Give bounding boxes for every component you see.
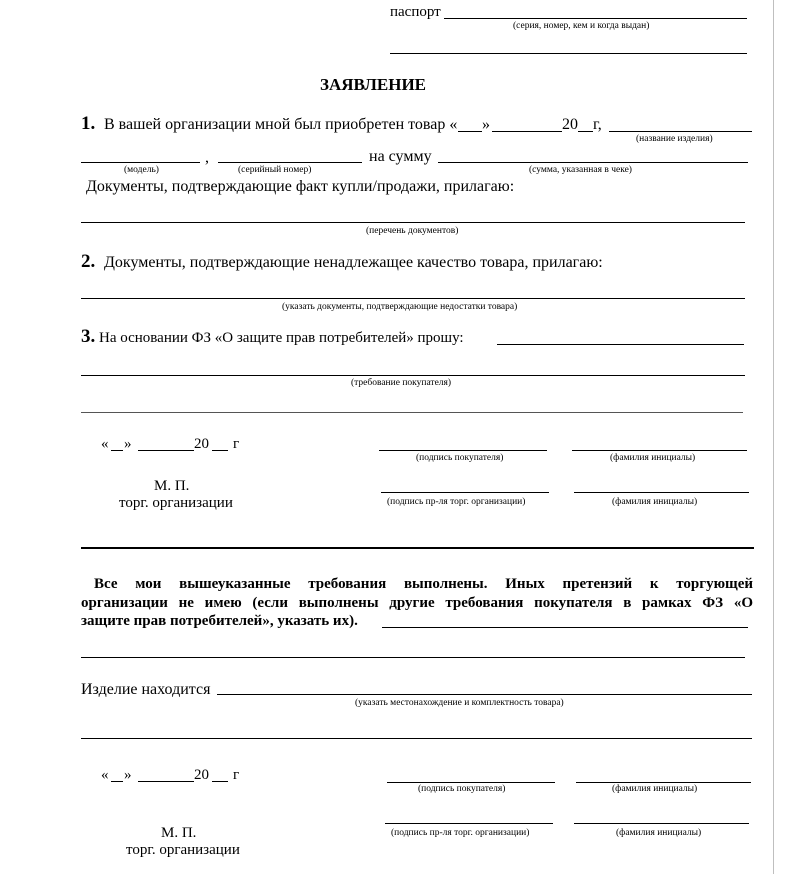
sign2-initials-line-2[interactable] (574, 823, 749, 824)
sign1-org: торг. организации (119, 495, 233, 511)
completion-text-line2: организации не имею (если выполнены другие требования покупателя в рамках ФЗ «О (81, 595, 753, 611)
sign1-mp: М. П. (154, 478, 190, 494)
caption-sum: (сумма, указанная в чеке) (529, 165, 632, 175)
sign2-month-line[interactable] (138, 781, 194, 782)
document-title: ЗАЯВЛЕНИЕ (320, 75, 427, 94)
section1-text-c: 20 (562, 116, 578, 133)
page-edge (773, 0, 774, 874)
caption-docs-list: (перечень документов) (366, 226, 459, 236)
sign2-caption-initials: (фамилия инициалы) (612, 784, 698, 794)
sign1-caption-initials2: (фамилия инициалы) (612, 497, 698, 507)
model-line[interactable] (81, 162, 200, 163)
purchase-day-line[interactable] (458, 131, 482, 132)
caption-serial: (серийный номер) (238, 165, 312, 175)
section3-number: 3. (81, 326, 96, 347)
purchase-year-line[interactable] (578, 131, 593, 132)
caption-model: (модель) (124, 165, 159, 175)
sign2-caption-org-sign: (подпись пр-ля торг. организации) (391, 828, 530, 838)
product-name-line[interactable] (609, 131, 752, 132)
sign2-year-line[interactable] (212, 781, 228, 782)
defect-docs-line[interactable] (81, 298, 745, 299)
other-demands-line[interactable] (382, 627, 748, 628)
caption-product-name: (название изделия) (636, 134, 713, 144)
caption-defect-docs: (указать документы, подтверждающие недостатки товара) (282, 302, 518, 312)
sign1-caption-initials: (фамилия инициалы) (610, 453, 696, 463)
section1-text-b: » (482, 116, 490, 133)
sign2-quote-close: » (124, 767, 132, 783)
section-divider (81, 547, 754, 549)
sign1-quote-open: « (101, 436, 109, 452)
sign2-org: торг. организации (126, 842, 240, 858)
caption-location: (указать местонахождение и комплектность товара) (355, 698, 564, 708)
sign1-initials-line[interactable] (572, 450, 747, 451)
sum-line[interactable] (438, 162, 748, 163)
passport-line-2[interactable] (390, 53, 747, 54)
section1-number: 1. (81, 113, 96, 134)
other-demands-line-2[interactable] (81, 657, 745, 658)
sign1-org-signature-line[interactable] (381, 492, 549, 493)
sign1-month-line[interactable] (138, 450, 194, 451)
section2-text: Документы, подтверждающие ненадлежащее качество товара, прилагаю: (104, 254, 603, 271)
passport-caption: (серия, номер, кем и когда выдан) (513, 21, 650, 31)
comma: , (205, 149, 209, 166)
sign2-caption-initials2: (фамилия инициалы) (616, 828, 702, 838)
sign2-year: 20 (194, 767, 209, 783)
caption-demand: (требование покупателя) (351, 378, 452, 388)
sign2-caption-buyer: (подпись покупателя) (418, 784, 506, 794)
sign1-caption-org-sign: (подпись пр-ля торг. организации) (387, 497, 526, 507)
demand-line[interactable] (497, 344, 744, 345)
sign2-mp: М. П. (161, 825, 197, 841)
passport-label: паспорт (390, 4, 441, 20)
completion-text-line3: защите прав потребителей», указать их). (81, 613, 358, 629)
section1-text-d: г, (593, 116, 602, 133)
sign2-quote-open: « (101, 767, 109, 783)
sign2-day-line[interactable] (111, 781, 123, 782)
section2-number: 2. (81, 251, 96, 272)
demand-line-2[interactable] (81, 375, 745, 376)
purchase-month-line[interactable] (492, 131, 562, 132)
demand-line-3[interactable] (81, 412, 743, 413)
purchase-docs-text: Документы, подтверждающие факт купли/продажи, прилагаю: (86, 178, 515, 195)
section3-text: На основании ФЗ «О защите прав потребителей» прошу: (99, 330, 464, 346)
sign1-day-line[interactable] (111, 450, 123, 451)
sign2-org-signature-line[interactable] (385, 823, 553, 824)
completion-text-line1: Все мои вышеуказанные требования выполнены. Иных претензий к торгующей (94, 576, 753, 592)
sign1-year: 20 (194, 436, 209, 452)
sign1-caption-buyer: (подпись покупателя) (416, 453, 504, 463)
sign2-g: г (233, 767, 240, 783)
sign2-initials-line[interactable] (576, 782, 751, 783)
serial-number-line[interactable] (218, 162, 362, 163)
purchase-docs-line[interactable] (81, 222, 745, 223)
sign1-year-line[interactable] (212, 450, 228, 451)
passport-line[interactable] (444, 18, 747, 19)
sign1-initials-line-2[interactable] (574, 492, 749, 493)
location-line[interactable] (217, 694, 752, 695)
location-line-2[interactable] (81, 738, 752, 739)
location-label: Изделие находится (81, 681, 211, 698)
sign2-buyer-signature-line[interactable] (387, 782, 555, 783)
sum-label: на сумму (369, 148, 432, 165)
section1-text-a: В вашей организации мной был приобретен товар « (104, 116, 458, 133)
sign1-buyer-signature-line[interactable] (379, 450, 547, 451)
sign1-g: г (233, 436, 240, 452)
sign1-quote-close: » (124, 436, 132, 452)
